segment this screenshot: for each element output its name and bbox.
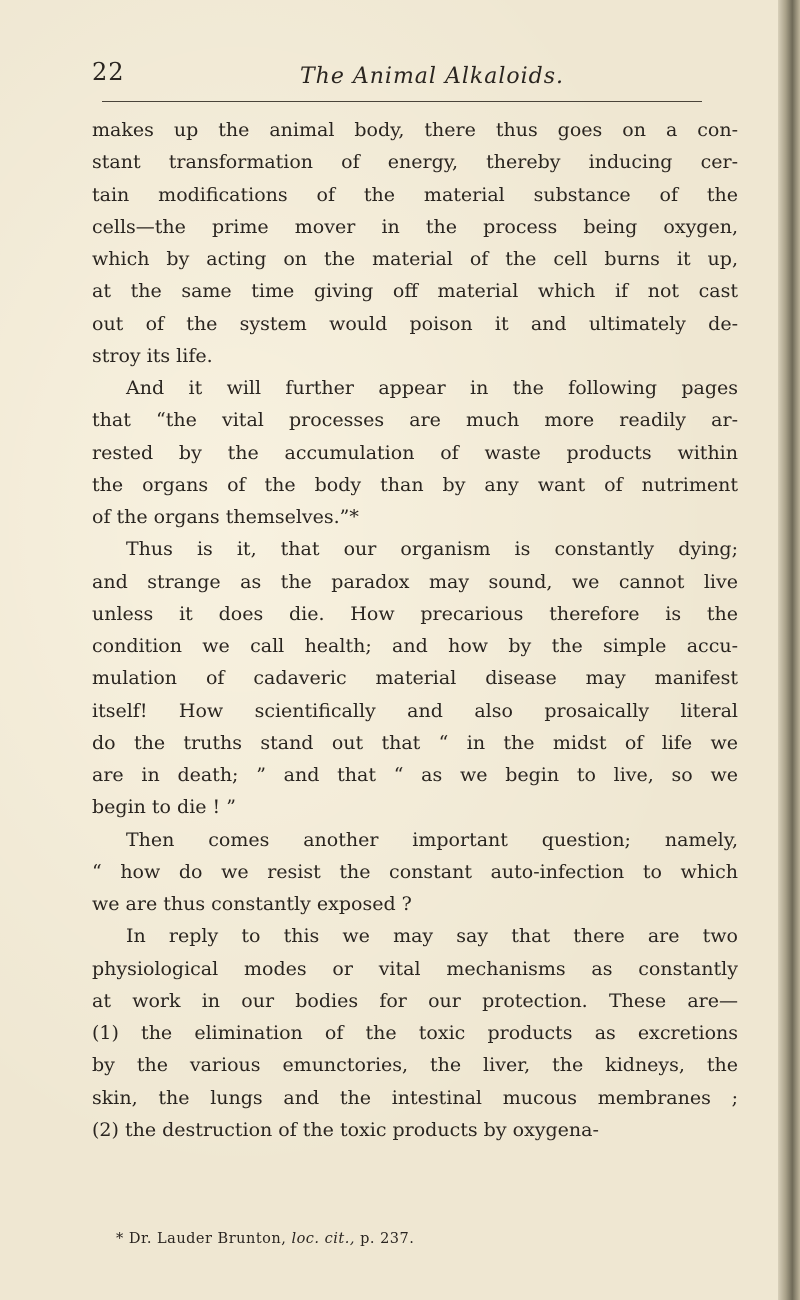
text-line: unless it does die. How precarious therefore is the bbox=[92, 602, 738, 625]
text-line: makes up the animal body, there thus goes on a con- bbox=[92, 119, 738, 141]
text-line: “ how do we resist the constant auto-infection to which bbox=[92, 860, 738, 883]
text-line: that “the vital processes are much more readily ar- bbox=[92, 409, 738, 432]
text-line: (1) the elimination of the toxic products as excretions bbox=[92, 1022, 738, 1044]
footnote-page: p. 237. bbox=[360, 1231, 415, 1247]
paragraph bbox=[92, 372, 738, 533]
text-line: and strange as the paradox may sound, we cannot live bbox=[92, 570, 738, 593]
footnote bbox=[100, 1229, 736, 1249]
text-line: at work in our bodies for our protection. These are— bbox=[92, 989, 738, 1012]
text-line: which by acting on the material of the cell burns it up, bbox=[92, 248, 738, 270]
body-text bbox=[92, 114, 738, 1146]
paragraph bbox=[92, 533, 738, 823]
text-line: (2) the destruction of the toxic products by oxygena- bbox=[92, 1118, 599, 1141]
text-line: cells—the prime mover in the process being oxygen, bbox=[92, 215, 738, 238]
text-line: are in death; ” and that “ as we begin to live, so we bbox=[92, 764, 738, 786]
footnote-marker: * bbox=[116, 1231, 124, 1247]
text-line: by the various emunctories, the liver, the kidneys, the bbox=[92, 1054, 738, 1077]
header-rule bbox=[102, 101, 702, 102]
text-line: In reply to this we may say that there are two bbox=[126, 925, 738, 948]
page-header bbox=[92, 52, 752, 92]
running-title: The Animal Alkaloids. bbox=[300, 64, 565, 89]
paragraph bbox=[92, 824, 738, 921]
footnote-author: Dr. Lauder Brunton, bbox=[128, 1231, 287, 1247]
text-line: skin, the lungs and the intestinal mucous membranes ; bbox=[92, 1086, 738, 1109]
text-line: out of the system would poison it and ultimately de- bbox=[92, 312, 738, 335]
text-line: stroy its life. bbox=[92, 344, 213, 367]
text-line: the organs of the body than by any want of nutriment bbox=[92, 473, 738, 496]
page-number: 22 bbox=[92, 58, 125, 86]
text-line: tain modifications of the material substance of the bbox=[92, 183, 738, 206]
text-line: rested by the accumulation of waste products within bbox=[92, 441, 738, 464]
text-line: we are thus constantly exposed ? bbox=[92, 893, 412, 915]
text-line: And it will further appear in the following pages bbox=[126, 377, 738, 399]
text-line: stant transformation of energy, thereby inducing cer- bbox=[92, 151, 738, 174]
text-line: mulation of cadaveric material disease may manifest bbox=[92, 667, 738, 690]
text-line: Then comes another important question; namely, bbox=[126, 828, 738, 851]
page-edge-shadow bbox=[778, 0, 800, 1300]
paragraph bbox=[92, 114, 738, 372]
text-line: Thus is it, that our organism is constantly dying; bbox=[126, 538, 738, 561]
text-line: at the same time giving off material which if not cast bbox=[92, 280, 738, 303]
text-line: condition we call health; and how by the simple accu- bbox=[92, 635, 738, 657]
footnote-citation: loc. cit., bbox=[291, 1231, 355, 1247]
text-line: begin to die ! ” bbox=[92, 796, 236, 819]
text-line: do the truths stand out that “ in the midst of life we bbox=[92, 731, 738, 754]
text-line: physiological modes or vital mechanisms as constantly bbox=[92, 957, 738, 980]
paragraph bbox=[92, 920, 738, 1146]
text-line: of the organs themselves.”* bbox=[92, 506, 359, 528]
text-line: itself! How scientifically and also prosaically literal bbox=[92, 699, 738, 722]
